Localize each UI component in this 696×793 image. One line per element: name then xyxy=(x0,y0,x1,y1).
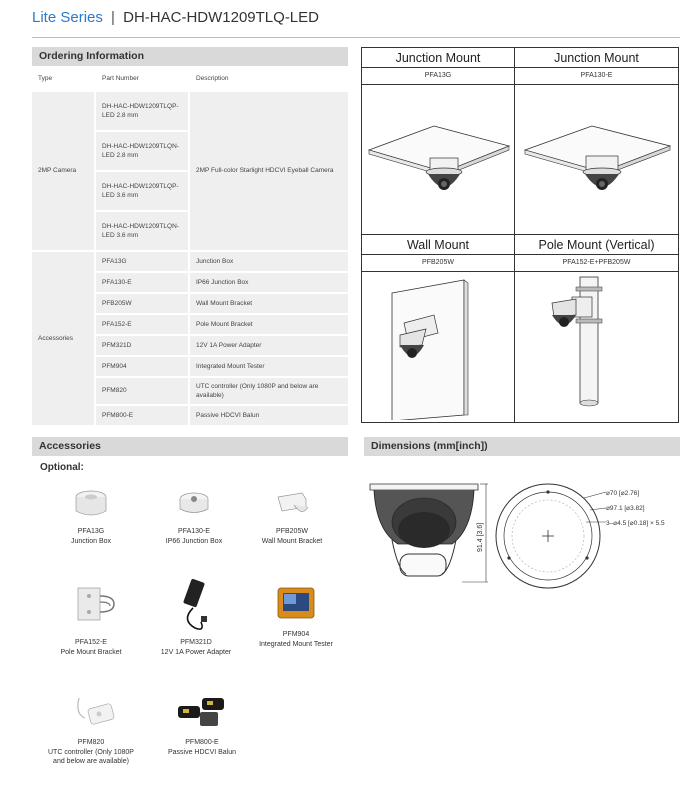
series-label: Lite Series xyxy=(32,9,103,26)
mount-title: Junction Mount xyxy=(554,51,639,65)
accessory-code: PFM820 xyxy=(77,738,105,746)
mount-divider xyxy=(515,67,678,68)
col-part-number: Part Number xyxy=(96,68,188,90)
accessory-code: PFB205W xyxy=(276,527,308,535)
mount-divider xyxy=(362,271,514,272)
table-row: DH-HAC-HDW1209TLQP-LED 2.8 mm xyxy=(96,92,188,130)
diameter-70: ⌀70 [⌀2.76] xyxy=(606,490,640,497)
accessory-name: Integrated Mount Tester xyxy=(259,640,333,648)
table-cell: Passive HDCVI Balun xyxy=(190,406,348,425)
table-row: DH-HAC-HDW1209TLQP-LED 3.6 mm xyxy=(96,172,188,210)
table-row: PFM820 xyxy=(96,378,188,404)
diameter-97: ⌀97.1 [⌀3.82] xyxy=(606,505,645,512)
mounting-holes: 3–⌀4.5 [⌀0.18] × 5.5 xyxy=(606,520,665,527)
table-cell: IP66 Junction Box xyxy=(190,273,348,292)
model-title: DH-HAC-HDW1209TLQ-LED xyxy=(123,9,319,26)
accessory-code: PFA130-E xyxy=(178,527,210,535)
table-row: DH-HAC-HDW1209TLQN-LED 3.6 mm xyxy=(96,212,188,250)
mount-tester-icon xyxy=(274,582,318,626)
mount-part: PFA152-E+PFB205W xyxy=(562,259,631,266)
mount-cell-pole xyxy=(514,234,679,423)
accessory-name: UTC controller (Only 1080P and below are available) xyxy=(48,748,134,766)
table-row: PFA152-E xyxy=(96,315,188,334)
wall-mount-illustration xyxy=(364,275,514,420)
accessory-code: PFM904 xyxy=(282,630,310,638)
accessory-item xyxy=(246,582,346,649)
mount-cell-junction-1 xyxy=(361,47,515,235)
mount-cell-junction-2 xyxy=(514,47,679,235)
accessory-name: Pole Mount Bracket xyxy=(60,648,122,656)
table-cell: Wall Mount Bracket xyxy=(190,294,348,313)
col-type: Type xyxy=(32,68,94,90)
table-cell: Integrated Mount Tester xyxy=(190,357,348,376)
mount-divider xyxy=(515,84,678,85)
mount-divider xyxy=(362,84,514,85)
table-cell: Pole Mount Bracket xyxy=(190,315,348,334)
camera-type-cell: 2MP Camera xyxy=(32,92,94,250)
mount-title: Junction Mount xyxy=(395,51,481,65)
accessory-name: 12V 1A Power Adapter xyxy=(160,648,232,656)
junction-box-icon xyxy=(71,485,111,523)
accessory-item xyxy=(152,688,252,757)
mount-divider xyxy=(515,254,678,255)
table-row: PFM321D xyxy=(96,336,188,355)
mount-cell-wall xyxy=(361,234,515,423)
dimensions-drawing xyxy=(362,470,682,610)
table-row: PFB205W xyxy=(96,294,188,313)
optional-label: Optional: xyxy=(40,462,84,473)
table-cell: Junction Box xyxy=(190,252,348,271)
pole-mount-illustration xyxy=(520,275,675,420)
accessory-name: Junction Box xyxy=(70,537,112,545)
accessory-name: Wall Mount Bracket xyxy=(261,537,323,545)
accessory-item xyxy=(45,485,137,546)
ip66-junction-box-icon xyxy=(174,485,214,523)
ceiling-junction-mount-illustration xyxy=(520,88,675,233)
ordering-title: Ordering Information xyxy=(32,47,348,66)
accessory-code: PFA13G xyxy=(77,527,105,535)
accessory-item xyxy=(246,485,338,546)
accessories-title: Accessories xyxy=(32,437,348,456)
table-row: PFA130-E xyxy=(96,273,188,292)
table-row: PFM904 xyxy=(96,357,188,376)
mount-divider xyxy=(515,271,678,272)
table-row: PFM800-E xyxy=(96,406,188,425)
mount-part: PFB205W xyxy=(422,259,454,266)
table-row: DH-HAC-HDW1209TLQN-LED 2.8 mm xyxy=(96,132,188,170)
accessory-item xyxy=(45,582,137,657)
mount-part: PFA130-E xyxy=(580,72,613,79)
accessories-type-cell: Accessories xyxy=(32,252,94,425)
power-adapter-icon xyxy=(171,572,221,634)
accessory-name: Passive HDCVI Balun xyxy=(167,748,237,756)
accessory-item xyxy=(150,572,242,657)
pole-mount-bracket-icon xyxy=(66,582,116,634)
accessory-code: PFM321D xyxy=(180,638,212,646)
accessory-item xyxy=(45,688,137,767)
balun-icon xyxy=(172,688,232,734)
dimensions-title: Dimensions (mm[inch]) xyxy=(364,437,680,456)
mount-part: PFA13G xyxy=(424,72,452,79)
mount-title: Wall Mount xyxy=(406,238,470,252)
height-dimension: 91.4 [3.6] xyxy=(477,522,484,552)
header-divider xyxy=(32,37,680,38)
table-cell: 12V 1A Power Adapter xyxy=(190,336,348,355)
accessory-name: IP66 Junction Box xyxy=(165,537,223,545)
mount-divider xyxy=(362,67,514,68)
col-description: Description xyxy=(190,68,348,90)
accessory-code: PFA152-E xyxy=(75,638,107,646)
mount-divider xyxy=(362,254,514,255)
utc-controller-icon xyxy=(61,688,121,734)
mount-grid xyxy=(361,47,679,423)
camera-desc-cell: 2MP Full-color Starlight HDCVI Eyeball Camera xyxy=(190,92,348,250)
table-cell: UTC controller (Only 1080P and below are available) xyxy=(190,378,348,404)
accessory-item xyxy=(148,485,240,546)
table-row: PFA13G xyxy=(96,252,188,271)
mount-title: Pole Mount (Vertical) xyxy=(538,238,655,252)
accessory-code: PFM800-E xyxy=(185,738,219,746)
page-header xyxy=(32,9,319,26)
header-separator: | xyxy=(111,9,115,26)
wall-mount-bracket-icon xyxy=(272,485,312,523)
ordering-table xyxy=(30,66,350,427)
ceiling-junction-mount-illustration xyxy=(364,88,514,233)
